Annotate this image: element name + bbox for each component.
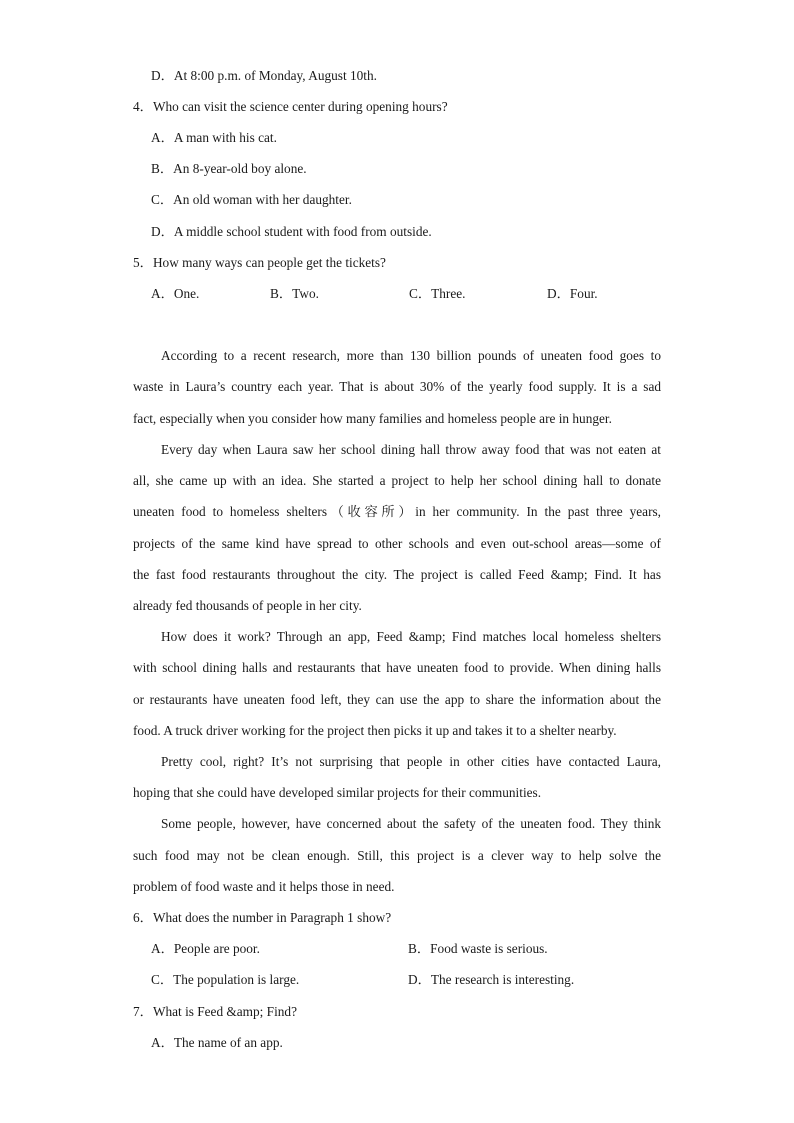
passage-p3-line3: or restaurants have uneaten food left, they can use the app to share the information about the <box>133 692 661 707</box>
q4-option-b: B．An 8-year-old boy alone. <box>151 161 307 176</box>
passage-p1-line3: fact, especially when you consider how many families and homeless people are in hunger. <box>133 411 612 426</box>
q7-option-a: A．The name of an app. <box>151 1035 283 1050</box>
passage-p3-line1: How does it work? Through an app, Feed &amp; Find matches local homeless shelters <box>161 629 661 644</box>
q3-option-d: D．At 8:00 p.m. of Monday, August 10th. <box>151 68 377 83</box>
passage-p2-line2: all, she came up with an idea. She started a project to help her school dining hall to donate <box>133 473 661 488</box>
q5-option-a: A．One. <box>151 286 200 301</box>
passage-p5-line1: Some people, however, have concerned about the safety of the uneaten food. They think <box>161 816 661 831</box>
q5-stem: 5．How many ways can people get the tickets? <box>133 255 386 270</box>
passage-p3-line4: food. A truck driver working for the project then picks it up and takes it to a shelter nearby. <box>133 723 617 738</box>
passage-p2-line5: the fast food restaurants throughout the city. The project is called Feed &amp; Find. It has <box>133 567 661 582</box>
q4-option-a: A．A man with his cat. <box>151 130 277 145</box>
q5-option-b: B．Two. <box>270 286 319 301</box>
q6-option-c: C．The population is large. <box>151 972 300 987</box>
passage-p2-line6: already fed thousands of people in her city. <box>133 598 362 613</box>
passage-p4-line2: hoping that she could have developed similar projects for their communities. <box>133 785 542 800</box>
q4-option-d: D．A middle school student with food from outside. <box>151 224 432 239</box>
passage-p4-line1: Pretty cool, right? It’s not surprising that people in other cities have contacted Laura, <box>161 754 661 769</box>
passage-p5-line2: such food may not be clean enough. Still, this project is a clever way to help solve the <box>133 848 661 863</box>
passage-p5-line3: problem of food waste and it helps those in need. <box>133 879 395 894</box>
q6-stem: 6．What does the number in Paragraph 1 show? <box>133 910 392 925</box>
q6-option-d: D．The research is interesting. <box>408 972 575 987</box>
q7-stem: 7．What is Feed &amp; Find? <box>133 1004 297 1019</box>
passage-p1-line2: waste in Laura’s country each year. That is about 30% of the yearly food supply. It is a sad <box>133 379 661 394</box>
passage-p2-line4: projects of the same kind have spread to other schools and even out-school areas—some of <box>133 536 661 551</box>
q6-option-b: B．Food waste is serious. <box>408 941 548 956</box>
q5-option-d: D．Four. <box>547 286 598 301</box>
q4-stem: 4．Who can visit the science center during opening hours? <box>133 99 448 114</box>
q5-option-c: C．Three. <box>409 286 466 301</box>
passage-p2-line3: uneaten food to homeless shelters（收容所）in her community. In the past three years, <box>133 504 661 519</box>
passage-p2-line1: Every day when Laura saw her school dining hall throw away food that was not eaten at <box>161 442 661 457</box>
q4-option-c: C．An old woman with her daughter. <box>151 192 352 207</box>
passage-p1-line1: According to a recent research, more than 130 billion pounds of uneaten food goes to <box>161 348 661 363</box>
passage-p3-line2: with school dining halls and restaurants that have uneaten food to provide. When dining halls <box>133 660 661 675</box>
q6-option-a: A．People are poor. <box>151 941 260 956</box>
